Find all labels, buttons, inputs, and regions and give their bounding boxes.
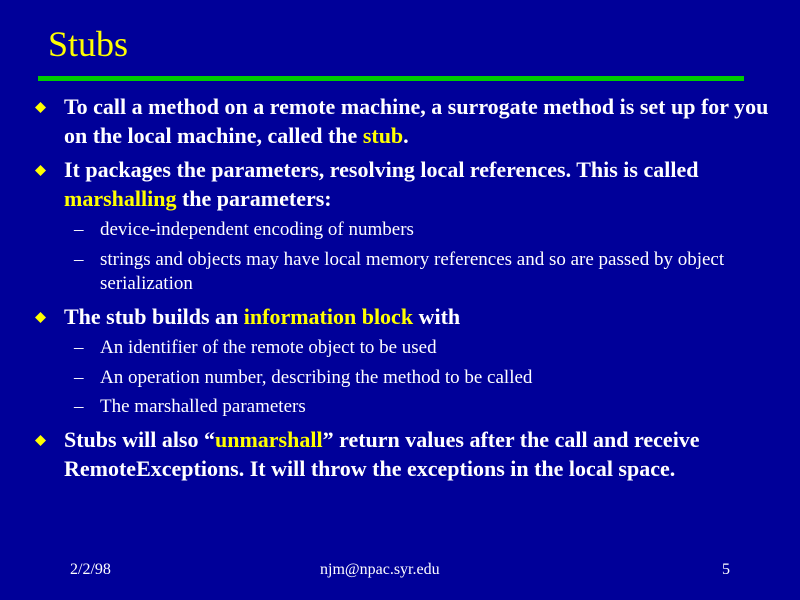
bullet-3	[64, 302, 776, 331]
sub-item-text: device-independent encoding of numbers	[100, 219, 414, 240]
bullet-1	[64, 92, 776, 150]
footer-date: 2/2/98	[70, 561, 111, 578]
bullet-4-highlight: unmarshall	[215, 427, 323, 452]
sub-item-text: An operation number, describing the method to be called	[100, 367, 533, 388]
dash-bullet: –	[74, 337, 84, 358]
sub-item-text: An identifier of the remote object to be used	[100, 337, 437, 358]
sub-item-text: The marshalled parameters	[100, 396, 306, 417]
bullet-2	[64, 155, 776, 213]
bullet-3-highlight: information block	[243, 304, 414, 329]
sub-item	[74, 336, 760, 360]
bullet-2-text: It packages the parameters, resolving local references. This is called	[64, 157, 699, 182]
bullet-3-text-end: with	[413, 304, 461, 329]
sub-item	[74, 366, 760, 390]
dash-bullet: –	[74, 396, 84, 417]
dash-bullet: –	[74, 219, 84, 240]
diamond-bullet-icon	[35, 102, 46, 113]
bullet-3-text: The stub builds an	[64, 304, 244, 329]
slide-title: Stubs	[48, 24, 129, 64]
dash-bullet: –	[74, 249, 84, 270]
bullet-4-text-end: ” return values after the call and receive RemoteExceptions. It will throw the exceptions in the local space.	[64, 427, 700, 481]
sub-item	[74, 395, 760, 419]
bullet-4	[64, 425, 776, 483]
sub-item	[74, 218, 760, 242]
diamond-bullet-icon	[35, 435, 46, 446]
bullet-1-text: To call a method on a remote machine, a surrogate method is set up for you on the local machine, called the	[64, 94, 769, 148]
title-divider	[38, 76, 744, 81]
footer-email: njm@npac.syr.edu	[320, 561, 440, 578]
sub-item-text: strings and objects may have local memory references and so are passed by object serialization	[100, 249, 725, 294]
footer-page-number: 5	[722, 561, 730, 578]
diamond-bullet-icon	[35, 312, 46, 323]
sub-item	[74, 248, 760, 296]
bullet-2-highlight: marshalling	[64, 186, 177, 211]
bullet-2-text-end: the parameters:	[176, 186, 332, 211]
diamond-bullet-icon	[35, 165, 46, 176]
bullet-1-text-end: .	[403, 123, 409, 148]
dash-bullet: –	[74, 367, 84, 388]
bullet-1-highlight: stub	[362, 123, 404, 148]
bullet-4-text: Stubs will also “	[64, 427, 215, 452]
